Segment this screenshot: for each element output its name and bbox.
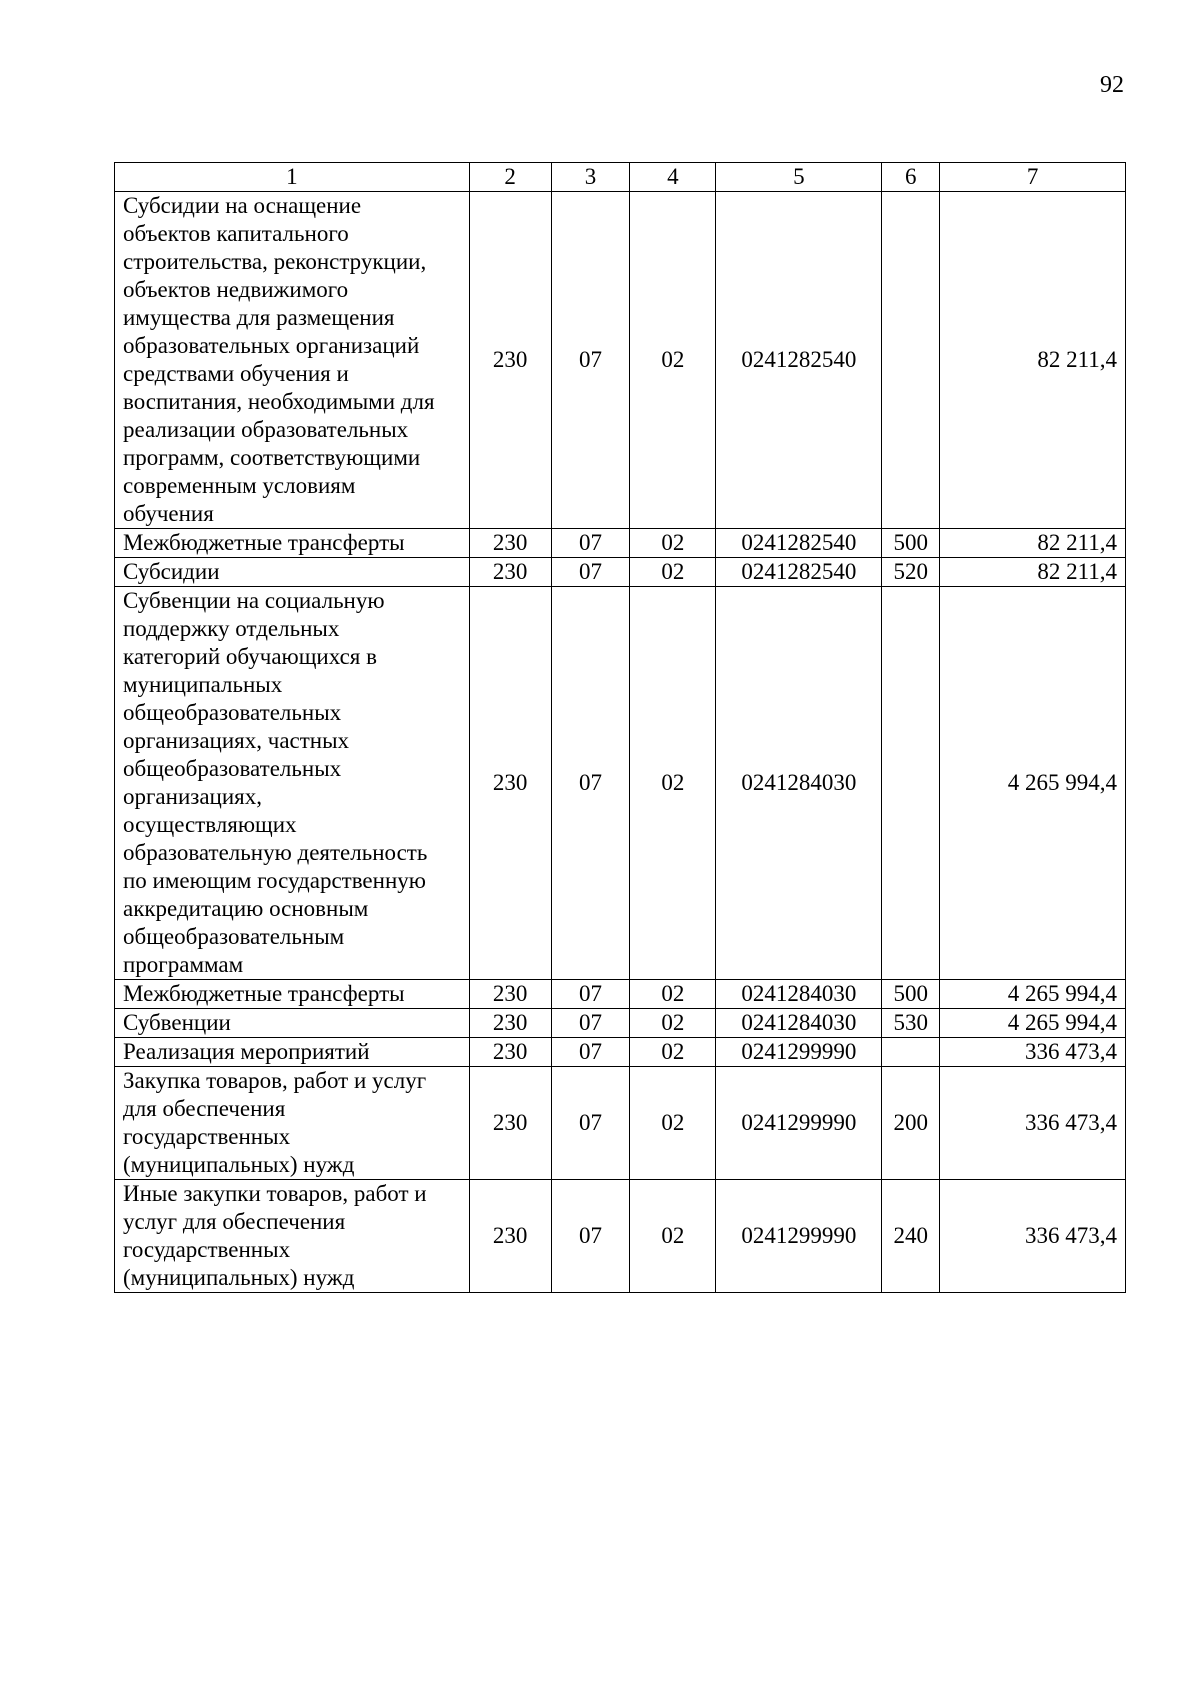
table-row: [115, 587, 1126, 980]
cell-col4: 02: [630, 529, 716, 558]
cell-col2: 230: [469, 529, 551, 558]
cell-col4: 02: [630, 1038, 716, 1067]
cell-col5: 0241299990: [716, 1180, 882, 1293]
page-number: 92: [1100, 72, 1124, 98]
cell-col5: 0241284030: [716, 587, 882, 980]
column-header: 7: [940, 163, 1126, 192]
cell-col3: 07: [551, 529, 630, 558]
cell-col4: 02: [630, 1180, 716, 1293]
row-name: Субвенции на социальную поддержку отдельных категорий обучающихся в муниципальных общеобразовательных организациях, частных общеобразовательных организациях, осуществляющих образовательную деятельность по имеющим государственную аккредитацию основным общеобразовательным программам: [115, 587, 470, 980]
table-row: [115, 1180, 1126, 1293]
cell-col6: 530: [882, 1009, 940, 1038]
cell-col6: [882, 192, 940, 529]
cell-col6: 500: [882, 529, 940, 558]
header-row: [115, 163, 1126, 192]
cell-col6: [882, 1038, 940, 1067]
cell-col2: 230: [469, 980, 551, 1009]
column-header: 3: [551, 163, 630, 192]
column-header: 2: [469, 163, 551, 192]
cell-col6: 520: [882, 558, 940, 587]
row-name: Межбюджетные трансферты: [115, 529, 470, 558]
row-name: Межбюджетные трансферты: [115, 980, 470, 1009]
cell-col2: 230: [469, 1009, 551, 1038]
cell-col5: 0241282540: [716, 558, 882, 587]
cell-col4: 02: [630, 1067, 716, 1180]
row-name: Реализация мероприятий: [115, 1038, 470, 1067]
cell-col3: 07: [551, 1067, 630, 1180]
cell-col3: 07: [551, 1180, 630, 1293]
cell-col2: 230: [469, 1038, 551, 1067]
cell-col5: 0241299990: [716, 1038, 882, 1067]
cell-col7: 82 211,4: [940, 529, 1126, 558]
cell-col3: 07: [551, 587, 630, 980]
column-header: 4: [630, 163, 716, 192]
cell-col7: 4 265 994,4: [940, 1009, 1126, 1038]
table-row: [115, 558, 1126, 587]
row-name: Закупка товаров, работ и услуг для обеспечения государственных (муниципальных) нужд: [115, 1067, 470, 1180]
cell-col6: 240: [882, 1180, 940, 1293]
row-name: Субсидии: [115, 558, 470, 587]
cell-col6: 500: [882, 980, 940, 1009]
cell-col2: 230: [469, 587, 551, 980]
cell-col3: 07: [551, 192, 630, 529]
table-row: [115, 980, 1126, 1009]
table-row: [115, 1009, 1126, 1038]
cell-col3: 07: [551, 1038, 630, 1067]
cell-col4: 02: [630, 1009, 716, 1038]
cell-col2: 230: [469, 558, 551, 587]
cell-col4: 02: [630, 980, 716, 1009]
cell-col7: 336 473,4: [940, 1067, 1126, 1180]
budget-table: [114, 162, 1126, 1293]
table-row: [115, 1067, 1126, 1180]
column-header: 1: [115, 163, 470, 192]
cell-col3: 07: [551, 1009, 630, 1038]
cell-col5: 0241284030: [716, 1009, 882, 1038]
cell-col7: 336 473,4: [940, 1180, 1126, 1293]
row-name: Субвенции: [115, 1009, 470, 1038]
column-header: 5: [716, 163, 882, 192]
cell-col5: 0241284030: [716, 980, 882, 1009]
cell-col6: 200: [882, 1067, 940, 1180]
cell-col7: 4 265 994,4: [940, 587, 1126, 980]
cell-col4: 02: [630, 558, 716, 587]
cell-col2: 230: [469, 192, 551, 529]
cell-col4: 02: [630, 587, 716, 980]
cell-col7: 82 211,4: [940, 558, 1126, 587]
cell-col7: 336 473,4: [940, 1038, 1126, 1067]
cell-col7: 4 265 994,4: [940, 980, 1126, 1009]
row-name: Субсидии на оснащение объектов капитального строительства, реконструкции, объектов недвижимого имущества для размещения образовательных организаций средствами обучения и воспитания, необходимыми для реализации образовательных программ, соответствующими современным условиям обучения: [115, 192, 470, 529]
cell-col7: 82 211,4: [940, 192, 1126, 529]
cell-col3: 07: [551, 558, 630, 587]
column-header: 6: [882, 163, 940, 192]
cell-col5: 0241282540: [716, 529, 882, 558]
table-row: [115, 529, 1126, 558]
cell-col2: 230: [469, 1180, 551, 1293]
row-name: Иные закупки товаров, работ и услуг для обеспечения государственных (муниципальных) нужд: [115, 1180, 470, 1293]
cell-col5: 0241282540: [716, 192, 882, 529]
table-row: [115, 1038, 1126, 1067]
cell-col2: 230: [469, 1067, 551, 1180]
cell-col4: 02: [630, 192, 716, 529]
table-row: [115, 192, 1126, 529]
cell-col6: [882, 587, 940, 980]
cell-col3: 07: [551, 980, 630, 1009]
cell-col5: 0241299990: [716, 1067, 882, 1180]
